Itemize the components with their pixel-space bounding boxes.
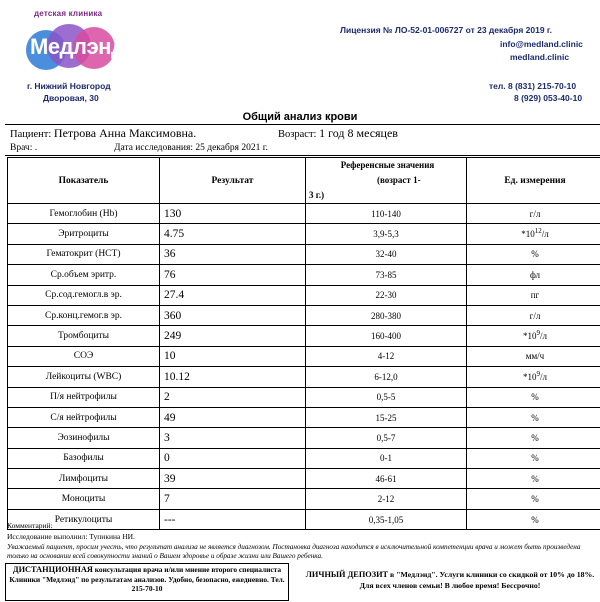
row-parameter: Базофилы bbox=[8, 448, 160, 468]
row-parameter: Лимфоциты bbox=[8, 469, 160, 489]
age-label: Возраст: bbox=[278, 129, 317, 140]
row-unit: г/л bbox=[467, 305, 600, 325]
row-reference: 73-85 bbox=[306, 265, 467, 285]
row-reference: 46-61 bbox=[306, 469, 467, 489]
row-reference: 6-12,0 bbox=[306, 367, 467, 387]
table-row bbox=[8, 244, 600, 264]
disclaimer-notice: Уважаемый пациент, просим учесть, что результат анализа не является диагнозом. Постановка диагноза находится в исключительной компетенции врача и может быть произведена только на основании всей совокупности знаний о Вашем здоровье и образе жизни или Вашего ребенка. bbox=[7, 543, 581, 560]
row-parameter: СОЭ bbox=[8, 346, 160, 366]
study-date-line bbox=[114, 143, 268, 153]
header-reference-line1: Референсные значения bbox=[340, 160, 435, 170]
row-result: 10 bbox=[160, 346, 306, 366]
row-unit: % bbox=[467, 448, 600, 468]
header-result: Результат bbox=[160, 158, 306, 204]
unit-suffix: /л bbox=[541, 229, 549, 240]
table-row bbox=[8, 448, 600, 468]
row-reference: 0,35-1,05 bbox=[306, 509, 467, 529]
row-unit: % bbox=[467, 244, 600, 264]
header-reference bbox=[306, 158, 467, 204]
table-row bbox=[8, 346, 600, 366]
results-table bbox=[7, 157, 600, 530]
row-parameter: Гемоглобин (Hb) bbox=[8, 204, 160, 224]
table-row bbox=[8, 509, 600, 529]
unit-prefix: *10 bbox=[521, 229, 535, 240]
header-reference-line3: 3 г.) bbox=[309, 190, 325, 200]
row-result: --- bbox=[160, 509, 306, 529]
unit-prefix: *10 bbox=[523, 371, 537, 382]
clinic-email: info@medland.clinic bbox=[500, 39, 583, 49]
header-unit: Ед. измерения bbox=[467, 158, 600, 204]
row-parameter: Ретикулоциты bbox=[8, 509, 160, 529]
row-parameter: Тромбоциты bbox=[8, 326, 160, 346]
table-row bbox=[8, 224, 600, 244]
doctor-line: Врач: . bbox=[10, 143, 38, 153]
row-parameter: Моноциты bbox=[8, 489, 160, 509]
table-row bbox=[8, 265, 600, 285]
table-row bbox=[8, 407, 600, 427]
header-parameter: Показатель bbox=[8, 158, 160, 204]
table-row bbox=[8, 305, 600, 325]
table-row bbox=[8, 285, 600, 305]
remote-consult-title: ДИСТАНЦИОННАЯ bbox=[12, 565, 93, 574]
row-reference: 160-400 bbox=[306, 326, 467, 346]
deposit-title: ЛИЧНЫЙ ДЕПОЗИТ bbox=[305, 570, 389, 579]
row-reference: 280-380 bbox=[306, 305, 467, 325]
date-divider bbox=[5, 155, 600, 156]
row-reference: 15-25 bbox=[306, 407, 467, 427]
row-result: 2 bbox=[160, 387, 306, 407]
row-unit: % bbox=[467, 407, 600, 427]
deposit-text: в "Медлэнд". Услуги клиники со скидкой от 10% до 18%. Для всех членов семьи! В любое время! Бессрочно! bbox=[359, 570, 595, 590]
executor-line: Исследование выполнил: Тупикина НИ. bbox=[7, 532, 135, 541]
row-unit: фл bbox=[467, 265, 600, 285]
row-result: 7 bbox=[160, 489, 306, 509]
row-unit: г/л bbox=[467, 204, 600, 224]
deposit-ad bbox=[300, 563, 600, 601]
row-result: 10.12 bbox=[160, 367, 306, 387]
row-result: 36 bbox=[160, 244, 306, 264]
row-reference: 0-1 bbox=[306, 448, 467, 468]
unit-exponent: 9 bbox=[536, 329, 540, 338]
row-result: 0 bbox=[160, 448, 306, 468]
row-result: 49 bbox=[160, 407, 306, 427]
header-reference-line2: (возраст 1- bbox=[377, 175, 421, 185]
row-parameter: П/я нейтрофилы bbox=[8, 387, 160, 407]
unit-exponent: 12 bbox=[534, 227, 542, 236]
unit-exponent: 9 bbox=[536, 369, 540, 378]
row-parameter: Гематокрит (HCT) bbox=[8, 244, 160, 264]
clinic-phone-1: тел. 8 (831) 215-70-10 bbox=[489, 81, 577, 91]
row-result: 249 bbox=[160, 326, 306, 346]
row-unit: пг bbox=[467, 285, 600, 305]
patient-name: Петрова Анна Максимовна. bbox=[53, 126, 197, 140]
row-reference: 0,5-5 bbox=[306, 387, 467, 407]
row-unit: % bbox=[467, 428, 600, 448]
document-title: Общий анализ крови bbox=[242, 111, 358, 123]
row-unit: % bbox=[467, 469, 600, 489]
comment-label: Комментарий: bbox=[7, 521, 53, 530]
row-reference: 110-140 bbox=[306, 204, 467, 224]
study-date-label: Дата исследования: bbox=[114, 143, 193, 153]
row-result: 130 bbox=[160, 204, 306, 224]
remote-consult-ad bbox=[5, 563, 289, 601]
clinic-site: medland.clinic bbox=[510, 52, 570, 62]
row-parameter: Ср.конц.гемог.в эр. bbox=[8, 305, 160, 325]
row-unit: мм/ч bbox=[467, 346, 600, 366]
row-parameter: Ср.объем эритр. bbox=[8, 265, 160, 285]
age-line bbox=[278, 126, 398, 141]
unit-suffix: /л bbox=[540, 371, 547, 382]
table-header-row bbox=[8, 158, 600, 204]
table-row bbox=[8, 469, 600, 489]
row-reference: 22-30 bbox=[306, 285, 467, 305]
row-unit: % bbox=[467, 509, 600, 529]
clinic-phone-2: 8 (929) 053-40-10 bbox=[514, 93, 583, 103]
title-divider bbox=[5, 124, 600, 125]
table-row bbox=[8, 204, 600, 224]
row-parameter: Ср.сод.гемогл.в эр. bbox=[8, 285, 160, 305]
row-unit: % bbox=[467, 387, 600, 407]
remote-consult-text: консультация врача и/или мнение второго специалиста Клиники "Медлэнд" по результатам анализов. Удобно, безопасно, ежедневно. Тел. 215-70-10 bbox=[9, 565, 285, 593]
clinic-header bbox=[0, 0, 600, 110]
table-row bbox=[8, 428, 600, 448]
row-parameter: Лейкоциты (WBC) bbox=[8, 367, 160, 387]
age-value: 1 год 8 месяцев bbox=[319, 126, 398, 140]
row-unit: % bbox=[467, 489, 600, 509]
table-row bbox=[8, 489, 600, 509]
row-result: 76 bbox=[160, 265, 306, 285]
row-parameter: Эритроциты bbox=[8, 224, 160, 244]
patient-label: Пациент: bbox=[10, 129, 52, 140]
study-date-value: 25 декабря 2021 г. bbox=[195, 143, 268, 153]
row-reference: 32-40 bbox=[306, 244, 467, 264]
table-row bbox=[8, 387, 600, 407]
clinic-license: Лицензия № ЛО-52-01-006727 от 23 декабря 2019 г. bbox=[340, 25, 552, 35]
table-row bbox=[8, 367, 600, 387]
clinic-logo bbox=[24, 22, 125, 74]
patient-line bbox=[10, 126, 196, 141]
row-parameter: С/я нейтрофилы bbox=[8, 407, 160, 427]
row-result: 360 bbox=[160, 305, 306, 325]
row-unit bbox=[467, 326, 600, 346]
row-result: 4.75 bbox=[160, 224, 306, 244]
row-reference: 2-12 bbox=[306, 489, 467, 509]
logo-wordmark: Медлэнд bbox=[30, 34, 125, 59]
unit-prefix: *10 bbox=[523, 331, 537, 342]
row-reference: 3,9-5,3 bbox=[306, 224, 467, 244]
results-body bbox=[8, 204, 600, 530]
clinic-street: Дворовая, 30 bbox=[43, 93, 99, 103]
row-result: 3 bbox=[160, 428, 306, 448]
row-result: 39 bbox=[160, 469, 306, 489]
row-result: 27.4 bbox=[160, 285, 306, 305]
unit-suffix: /л bbox=[540, 331, 547, 342]
row-reference: 0,5-7 bbox=[306, 428, 467, 448]
clinic-subtitle: детская клиника bbox=[34, 9, 103, 18]
row-reference: 4-12 bbox=[306, 346, 467, 366]
row-unit bbox=[467, 224, 600, 244]
row-parameter: Эозинофилы bbox=[8, 428, 160, 448]
clinic-city: г. Нижний Новгород bbox=[27, 81, 111, 91]
table-row bbox=[8, 326, 600, 346]
row-unit bbox=[467, 367, 600, 387]
